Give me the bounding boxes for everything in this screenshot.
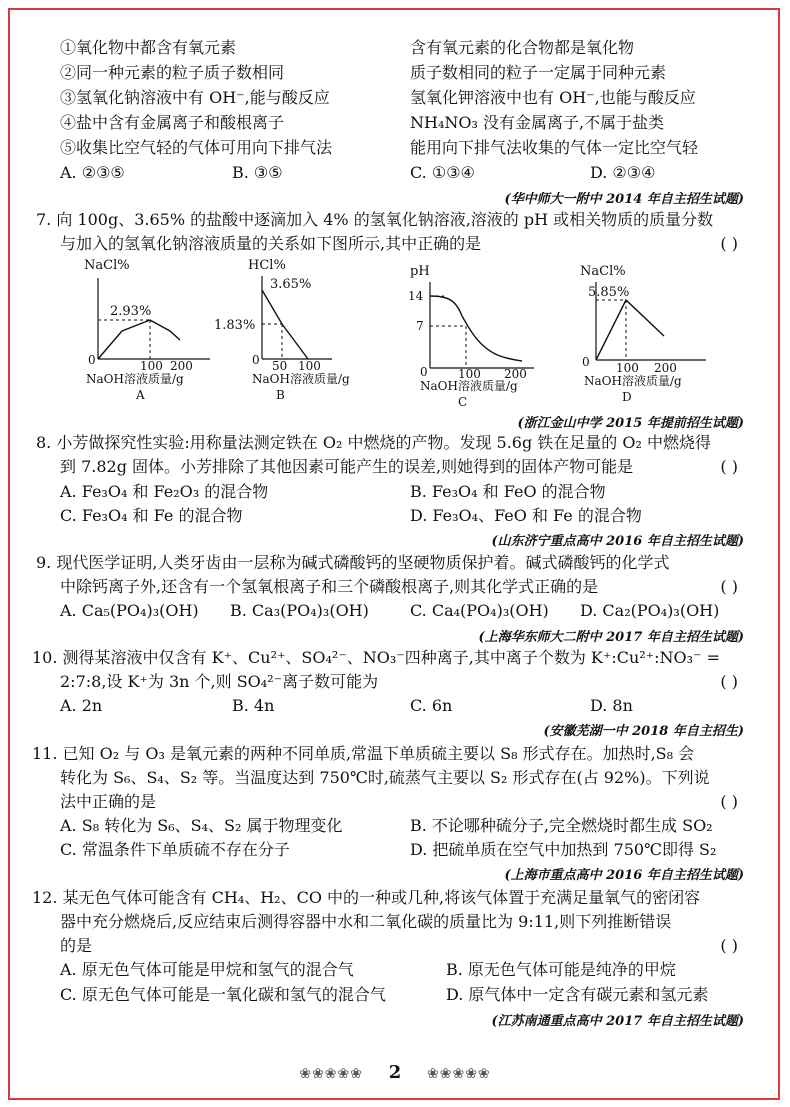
chart-c-ylabel: pH (410, 264, 430, 279)
q9-answer-paren: ( ) (720, 577, 738, 596)
chart-a-xlabel: NaOH溶液质量/g (86, 372, 184, 386)
chart-b-ylabel: HCl% (248, 258, 286, 273)
q10-option-a: A. 2n (60, 696, 103, 715)
q12-source: (江苏南通重点高中 2017 年自主招生试题) (491, 1014, 744, 1029)
chart-d-label: D (622, 390, 632, 404)
page-number: 2 (388, 1062, 402, 1083)
q8-answer-paren: ( ) (720, 457, 738, 476)
chart-d-peak-label: 5.85% (588, 285, 630, 300)
q10-text-1: 10. 测得某溶液中仅含有 K⁺、Cu²⁺、SO₄²⁻、NO₃⁻四种离子,其中离子个数为 K⁺:Cu²⁺:NO₃⁻ = (32, 648, 720, 667)
q6-option-b: B. ③⑤ (232, 163, 283, 182)
q6-right-2: 质子数相同的粒子一定属于同种元素 (410, 63, 667, 82)
chart-c-tick-14: 14 (408, 289, 424, 303)
q10-source: (安徽芜湖一中 2018 年自主招生) (543, 724, 744, 739)
q9-option-c: C. Ca₄(PO₄)₃(OH) (410, 601, 549, 620)
q10-option-d: D. 8n (590, 696, 633, 715)
q9-option-d: D. Ca₂(PO₄)₃(OH) (580, 601, 720, 620)
chart-a-tick-200: 200 (170, 359, 193, 373)
page-footer (0, 1062, 790, 1083)
chart-a-tick-0: 0 (88, 353, 96, 367)
q9-text-1: 9. 现代医学证明,人类牙齿由一层称为碱式磷酸钙的坚硬物质保护着。碱式磷酸钙的化学式 (36, 553, 670, 572)
chart-a-label: A (136, 388, 145, 402)
q6-source: (华中师大一附中 2014 年自主招生试题) (504, 192, 744, 207)
q11-option-c: C. 常温条件下单质硫不存在分子 (60, 840, 290, 859)
chart-c-tick-0: 0 (420, 365, 428, 379)
q8-text-1: 8. 小芳做探究性实验:用称量法测定铁在 O₂ 中燃烧的产物。发现 5.6g 铁在足量的 O₂ 中燃烧得 (36, 433, 712, 452)
chart-b-tick-0: 0 (252, 353, 260, 367)
q7-text-2: 与加入的氢氧化钠溶液质量的关系如下图所示,其中正确的是 (60, 234, 482, 253)
q12-option-b: B. 原无色气体可能是纯净的甲烷 (446, 960, 676, 979)
chart-d-tick-200: 200 (654, 361, 677, 375)
chart-a-tick-100: 100 (140, 359, 163, 373)
q9-source: (上海华东师大二附中 2017 年自主招生试题) (478, 630, 744, 645)
q12-option-a: A. 原无色气体可能是甲烷和氢气的混合气 (60, 960, 354, 979)
chart-d (578, 256, 728, 408)
chart-d-line (596, 300, 664, 360)
q11-text-3: 法中正确的是 (60, 792, 157, 811)
q6-left-1: ①氧化物中都含有氧元素 (60, 38, 237, 57)
chart-d-xlabel: NaOH溶液质量/g (584, 374, 682, 388)
q6-left-4: ④盐中含有金属离子和酸根离子 (60, 113, 285, 132)
q7-text-1: 7. 向 100g、3.65% 的盐酸中逐滴加入 4% 的氢氧化钠溶液,溶液的 pH 或相关物质的质量分数 (36, 210, 714, 229)
q12-answer-paren: ( ) (720, 936, 738, 955)
chart-b-mid-label: 1.83% (214, 318, 256, 333)
q9-option-a: A. Ca₅(PO₄)₃(OH) (60, 601, 199, 620)
q6-option-a: A. ②③⑤ (60, 163, 125, 182)
q8-source: (山东济宁重点高中 2016 年自主招生试题) (491, 534, 744, 549)
q11-option-d: D. 把硫单质在空气中加热到 750℃即得 S₂ (410, 840, 717, 859)
q10-option-b: B. 4n (232, 696, 275, 715)
q8-option-c: C. Fe₃O₄ 和 Fe 的混合物 (60, 506, 243, 525)
chart-a-peak-label: 2.93% (110, 304, 152, 319)
chart-b-top-label: 3.65% (270, 277, 312, 292)
chart-b-tick-50: 50 (272, 359, 288, 373)
chart-c (404, 258, 564, 420)
chart-d-tick-0: 0 (582, 355, 590, 369)
footer-ornament-right: ❀❀❀❀❀ (427, 1066, 491, 1082)
q11-source: (上海市重点高中 2016 年自主招生试题) (504, 868, 744, 883)
q10-text-2: 2:7:8,设 K⁺为 3n 个,则 SO₄²⁻离子数可能为 (60, 672, 379, 691)
footer-ornament-left: ❀❀❀❀❀ (299, 1066, 363, 1082)
q11-option-b: B. 不论哪种硫分子,完全燃烧时都生成 SO₂ (410, 816, 713, 835)
chart-c-tick-200: 200 (504, 367, 527, 381)
q9-text-2: 中除钙离子外,还含有一个氢氧根离子和三个磷酸根离子,则其化学式正确的是 (60, 577, 599, 596)
q12-text-1: 12. 某无色气体可能含有 CH₄、H₂、CO 中的一种或几种,将该气体置于充满足量氧气的密闭容 (32, 888, 701, 907)
q6-option-d: D. ②③④ (590, 163, 656, 182)
q6-right-5: 能用向下排气法收集的气体一定比空气轻 (410, 138, 699, 157)
q12-text-3: 的是 (60, 936, 93, 955)
chart-c-curve (430, 296, 522, 361)
q8-option-b: B. Fe₃O₄ 和 FeO 的混合物 (410, 482, 606, 501)
q6-right-4: NH₄NO₃ 没有金属离子,不属于盐类 (410, 113, 665, 132)
chart-d-tick-100: 100 (616, 361, 639, 375)
q8-option-d: D. Fe₃O₄、FeO 和 Fe 的混合物 (410, 506, 642, 525)
chart-c-xlabel: NaOH溶液质量/g (420, 379, 518, 393)
q11-option-a: A. S₈ 转化为 S₆、S₄、S₂ 属于物理变化 (60, 816, 343, 835)
q6-left-3: ③氢氧化钠溶液中有 OH⁻,能与酸反应 (60, 88, 330, 107)
chart-a (74, 256, 224, 408)
q9-option-b: B. Ca₃(PO₄)₃(OH) (230, 601, 369, 620)
chart-c-tick-100: 100 (458, 367, 481, 381)
q10-option-c: C. 6n (410, 696, 453, 715)
chart-b-tick-100: 100 (298, 359, 321, 373)
chart-b-label: B (276, 388, 285, 402)
q6-right-1: 含有氧元素的化合物都是氧化物 (410, 38, 635, 57)
q11-text-2: 转化为 S₆、S₄、S₂ 等。当温度达到 750℃时,硫蒸气主要以 S₂ 形式存在(占 92%)。下列说 (60, 768, 710, 787)
q12-text-2: 器中充分燃烧后,反应结束后测得容器中水和二氧化碳的质量比为 9:11,则下列推断错误 (60, 912, 672, 931)
chart-a-ylabel: NaCl% (84, 258, 130, 273)
q12-option-c: C. 原无色气体可能是一氧化碳和氢气的混合气 (60, 985, 386, 1004)
chart-b (212, 250, 382, 408)
q6-left-2: ②同一种元素的粒子质子数相同 (60, 63, 285, 82)
chart-d-ylabel: NaCl% (580, 264, 626, 279)
q6-left-5: ⑤收集比空气轻的气体可用向下排气法 (60, 138, 333, 157)
q6-right-3: 氢氧化钾溶液中也有 OH⁻,也能与酸反应 (410, 88, 696, 107)
q10-answer-paren: ( ) (720, 672, 738, 691)
chart-b-xlabel: NaOH溶液质量/g (252, 372, 350, 386)
q7-source: (浙江金山中学 2015 年提前招生试题) (517, 416, 744, 431)
q11-text-1: 11. 已知 O₂ 与 O₃ 是氧元素的两种不同单质,常温下单质硫主要以 S₈ 形式存在。加热时,S₈ 会 (32, 744, 695, 763)
chart-c-tick-7: 7 (416, 319, 424, 333)
chart-c-label: C (458, 395, 468, 409)
chart-a-curve (98, 320, 180, 359)
q11-answer-paren: ( ) (720, 792, 738, 811)
q12-option-d: D. 原气体中一定含有碳元素和氢元素 (446, 985, 709, 1004)
q6-option-c: C. ①③④ (410, 163, 475, 182)
q7-answer-paren: ( ) (720, 234, 738, 253)
q8-option-a: A. Fe₃O₄ 和 Fe₂O₃ 的混合物 (60, 482, 269, 501)
q8-text-2: 到 7.82g 固体。小芳排除了其他因素可能产生的误差,则她得到的固体产物可能是 (60, 457, 634, 476)
